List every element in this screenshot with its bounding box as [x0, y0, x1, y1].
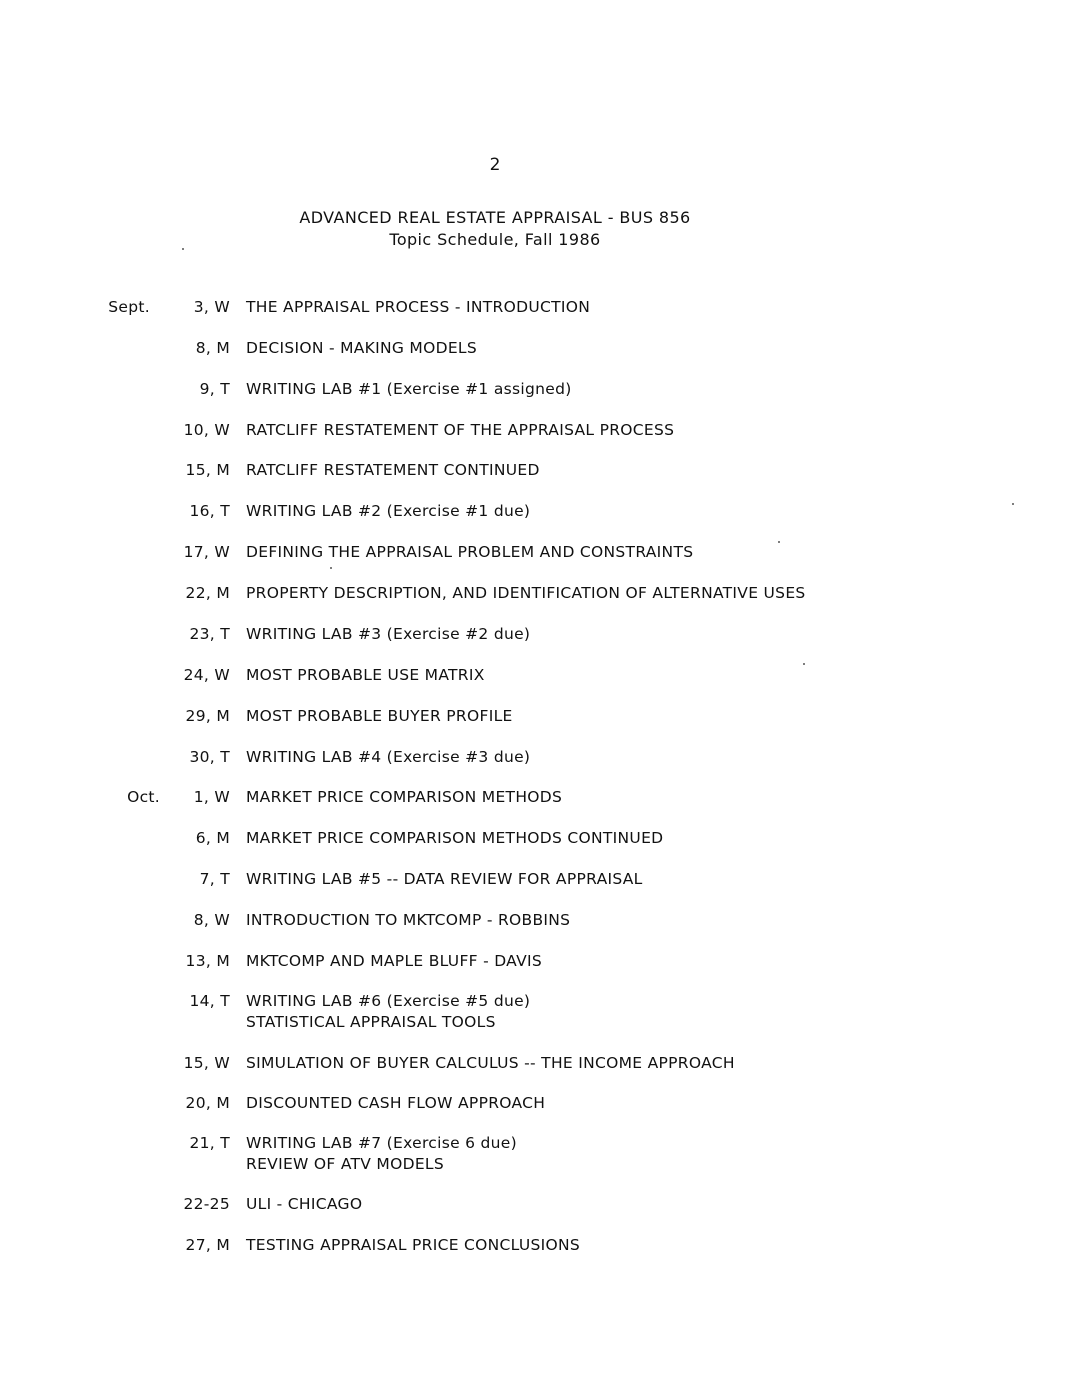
- schedule-day: 29, M: [185, 707, 230, 725]
- schedule-month: Sept.: [108, 298, 150, 316]
- topic-line: DISCOUNTED CASH FLOW APPROACH: [246, 1094, 546, 1112]
- schedule-day: 23, T: [189, 625, 230, 643]
- schedule-day: 22, M: [185, 584, 230, 602]
- schedule-day: 10, W: [183, 421, 230, 439]
- topic-line: MKTCOMP AND MAPLE BLUFF - DAVIS: [246, 952, 543, 970]
- topic-line: SIMULATION OF BUYER CALCULUS -- THE INCOME APPROACH: [246, 1054, 735, 1072]
- schedule-day: 27, M: [185, 1236, 230, 1254]
- schedule-topic: [246, 1235, 580, 1256]
- topic-line: WRITING LAB #1 (Exercise #1 assigned): [246, 380, 572, 398]
- scan-speck: [803, 663, 805, 665]
- topic-line: RATCLIFF RESTATEMENT CONTINUED: [246, 461, 540, 479]
- schedule-day: 30, T: [189, 748, 230, 766]
- schedule-topic: [246, 379, 572, 400]
- schedule-day: 13, M: [185, 952, 230, 970]
- schedule-topic: [246, 420, 674, 441]
- schedule-topic: [246, 501, 530, 522]
- topic-line: PROPERTY DESCRIPTION, AND IDENTIFICATION OF ALTERNATIVE USES: [246, 584, 806, 602]
- schedule-day: 1, W: [193, 788, 230, 806]
- topic-line: MOST PROBABLE USE MATRIX: [246, 666, 485, 684]
- schedule-topic: [246, 542, 693, 563]
- schedule-topic: [246, 787, 562, 808]
- topic-line: DECISION - MAKING MODELS: [246, 339, 477, 357]
- schedule-day: 9, T: [199, 380, 230, 398]
- schedule-day: 16, T: [189, 502, 230, 520]
- topic-line: REVIEW OF ATV MODELS: [246, 1155, 445, 1173]
- topic-line: RATCLIFF RESTATEMENT OF THE APPRAISAL PROCESS: [246, 421, 675, 439]
- schedule-topic: [246, 460, 540, 481]
- schedule-topic: [246, 706, 513, 727]
- topic-line: MOST PROBABLE BUYER PROFILE: [246, 707, 513, 725]
- schedule-topic: [246, 624, 530, 645]
- schedule-day: 15, W: [183, 1054, 230, 1072]
- scan-speck: [778, 541, 780, 543]
- schedule-month: Oct.: [127, 788, 160, 806]
- schedule-topic: [246, 297, 590, 318]
- schedule-day: 17, W: [183, 543, 230, 561]
- topic-line: DEFINING THE APPRAISAL PROBLEM AND CONSTRAINTS: [246, 543, 694, 561]
- course-title: ADVANCED REAL ESTATE APPRAISAL - BUS 856: [299, 208, 691, 227]
- schedule-subtitle: Topic Schedule, Fall 1986: [389, 230, 601, 249]
- schedule-topic: [246, 991, 530, 1033]
- topic-line: WRITING LAB #5 -- DATA REVIEW FOR APPRAISAL: [246, 870, 643, 888]
- scan-speck: [1012, 503, 1014, 505]
- schedule-topic: [246, 1093, 545, 1114]
- page-number: 2: [489, 155, 501, 175]
- schedule-day: 24, W: [183, 666, 230, 684]
- schedule-day: 7, T: [199, 870, 230, 888]
- schedule-topic: [246, 910, 570, 931]
- topic-line: STATISTICAL APPRAISAL TOOLS: [246, 1013, 496, 1031]
- topic-line: INTRODUCTION TO MKTCOMP - ROBBINS: [246, 911, 571, 929]
- topic-line: THE APPRAISAL PROCESS - INTRODUCTION: [246, 298, 591, 316]
- schedule-day: 21, T: [189, 1134, 230, 1152]
- schedule-day: 20, M: [185, 1094, 230, 1112]
- scan-speck: [182, 248, 184, 250]
- schedule-day: 14, T: [189, 992, 230, 1010]
- schedule-topic: [246, 338, 477, 359]
- schedule-topic: [246, 747, 530, 768]
- topic-line: WRITING LAB #6 (Exercise #5 due): [246, 992, 531, 1010]
- topic-line: WRITING LAB #3 (Exercise #2 due): [246, 625, 531, 643]
- topic-line: WRITING LAB #4 (Exercise #3 due): [246, 748, 531, 766]
- schedule-topic: [246, 828, 663, 849]
- topic-line: WRITING LAB #2 (Exercise #1 due): [246, 502, 531, 520]
- schedule-day: 6, M: [195, 829, 230, 847]
- schedule-topic: [246, 869, 643, 890]
- schedule-day: 15, M: [185, 461, 230, 479]
- schedule-day: 3, W: [193, 298, 230, 316]
- schedule-day: 8, M: [195, 339, 230, 357]
- scan-speck: [330, 567, 332, 569]
- schedule-topic: [246, 951, 542, 972]
- topic-line: TESTING APPRAISAL PRICE CONCLUSIONS: [246, 1236, 581, 1254]
- topic-line: MARKET PRICE COMPARISON METHODS CONTINUED: [246, 829, 664, 847]
- topic-line: WRITING LAB #7 (Exercise 6 due): [246, 1134, 517, 1152]
- schedule-topic: [246, 583, 806, 604]
- schedule-topic: [246, 1194, 362, 1215]
- schedule-day: 22-25: [183, 1195, 230, 1213]
- schedule-topic: [246, 1053, 735, 1074]
- topic-line: MARKET PRICE COMPARISON METHODS: [246, 788, 563, 806]
- schedule-day: 8, W: [193, 911, 230, 929]
- schedule-topic: [246, 1133, 517, 1175]
- schedule-topic: [246, 665, 485, 686]
- topic-line: ULI - CHICAGO: [246, 1195, 363, 1213]
